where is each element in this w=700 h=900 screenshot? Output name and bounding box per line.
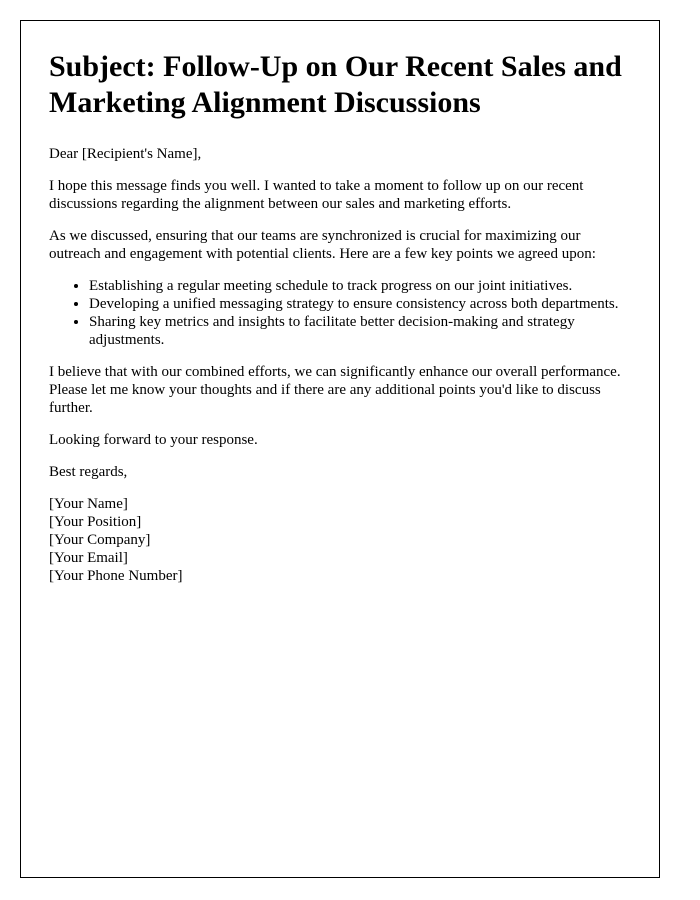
- signature-phone: [Your Phone Number]: [49, 568, 183, 584]
- key-point-item: • Developing a unified messaging strategy to ensure consistency across both departments.: [89, 295, 631, 313]
- letter-paragraph-discussion: As we discussed, ensuring that our teams are synchronized is crucial for maximizing our outreach and engagement with potential clients. Here are a few key points we agreed upon:: [49, 228, 596, 262]
- letter-subject: Subject: Follow-Up on Our Recent Sales and Marketing Alignment Discussions: [49, 50, 622, 119]
- signature-email: [Your Email]: [49, 550, 128, 566]
- signature-name: [Your Name]: [49, 496, 128, 512]
- signature-block: [49, 495, 631, 585]
- key-points-list: [49, 277, 631, 349]
- letter-closing-line: Looking forward to your response.: [49, 432, 258, 448]
- key-point-item: • Establishing a regular meeting schedule to track progress on our joint initiatives.: [89, 277, 631, 295]
- letter-page: [20, 20, 660, 878]
- letter-sign-off: Best regards,: [49, 464, 128, 480]
- letter-greeting: Dear [Recipient's Name],: [49, 146, 202, 162]
- letter-paragraph-closing: I believe that with our combined efforts, we can significantly enhance our overall performance. Please let me know your thoughts and if there are any additional points you'd like to discuss further.: [49, 364, 621, 416]
- signature-company: [Your Company]: [49, 532, 151, 548]
- signature-position: [Your Position]: [49, 514, 142, 530]
- letter-paragraph-intro: I hope this message finds you well. I wanted to take a moment to follow up on our recent discussions regarding the alignment between our sales and marketing efforts.: [49, 178, 584, 212]
- key-point-item: • Sharing key metrics and insights to facilitate better decision-making and strategy adjustments.: [89, 313, 631, 349]
